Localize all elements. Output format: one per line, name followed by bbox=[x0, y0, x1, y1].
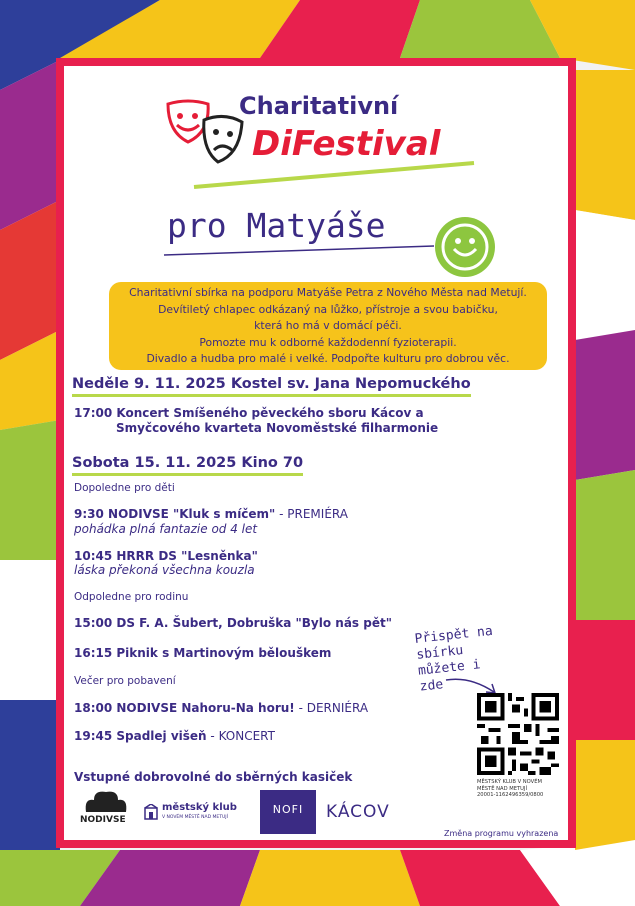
qr-caption bbox=[477, 779, 543, 799]
event-1-title: 9:30 NODIVSE "Kluk s míčem" bbox=[74, 507, 276, 521]
section-family: Odpoledne pro rodinu bbox=[74, 591, 189, 603]
section-evening: Večer pro pobavení bbox=[74, 675, 176, 687]
event-1-sub: pohádka plná fantazie od 4 let bbox=[74, 522, 258, 536]
title-underline bbox=[184, 161, 484, 191]
theatre-masks-icon bbox=[164, 98, 246, 168]
event-4-title: 16:15 Piknik s Martinovým bělouškem bbox=[74, 646, 332, 660]
title-line1: Charitativní bbox=[239, 92, 399, 120]
event-5-tag: - DERNIÉRA bbox=[294, 701, 369, 715]
sunday-event-line2: Smyčcového kvarteta Novoměstské filharmonie bbox=[116, 421, 439, 435]
event-5 bbox=[74, 701, 368, 715]
mestsky-klub-icon bbox=[144, 804, 158, 820]
donate-line1: Přispět na bbox=[414, 623, 494, 647]
saturday-heading: Sobota 15. 11. 2025 Kino 70 bbox=[72, 453, 303, 476]
qr-caption-3: 20001-1162496359/0800 bbox=[477, 792, 544, 798]
title-line3: pro Matyáše bbox=[167, 206, 386, 245]
donate-line3: můžete i bbox=[417, 657, 482, 679]
entry-note: Vstupné dobrovolné do sběrných kasiček bbox=[74, 770, 353, 784]
event-6 bbox=[74, 729, 275, 743]
section-kids: Dopoledne pro děti bbox=[74, 482, 175, 494]
info-line-3: která ho má v domácí péči. bbox=[254, 319, 402, 332]
event-2-title: 10:45 HRRR DS "Lesněnka" bbox=[74, 549, 258, 563]
info-line-2: Devítiletý chlapec odkázaný na lůžko, přístroje a svou babičku, bbox=[158, 302, 498, 316]
mestsky-klub-logo: městský klub bbox=[162, 802, 237, 813]
nodivse-logo-text: NODIVSE bbox=[80, 815, 126, 825]
smiley-icon bbox=[434, 216, 496, 278]
event-6-title: 19:45 Spadlej višeň bbox=[74, 729, 207, 743]
event-5-title: 18:00 NODIVSE Nahoru-Na horu! bbox=[74, 701, 295, 715]
event-2-sub: láska překoná všechna kouzla bbox=[74, 563, 255, 577]
sunday-event-line1: 17:00 Koncert Smíšeného pěveckého sboru Kácov a bbox=[74, 406, 424, 420]
qr-caption-1: MĚSTSKÝ KLUB V NOVÉM bbox=[477, 779, 542, 785]
donate-line4: zde bbox=[419, 677, 444, 695]
program-change-note: Změna programu vyhrazena bbox=[444, 829, 559, 838]
title-line2: DiFestival bbox=[252, 124, 441, 164]
info-line-1: Charitativní sbírka na podporu Matyáše Petra z Nového Města nad Metují. bbox=[129, 286, 527, 299]
qr-code[interactable] bbox=[477, 693, 559, 775]
nofi-logo bbox=[260, 790, 316, 834]
nofi-logo-text: NOFI bbox=[272, 803, 304, 816]
event-3-title: 15:00 DS F. A. Šubert, Dobruška "Bylo nás pět" bbox=[74, 616, 392, 630]
event-6-tag: - KONCERT bbox=[206, 729, 275, 743]
info-line-4: Pomozte mu k odborné každodenní fyzioterapii. bbox=[199, 335, 457, 349]
kacov-logo: KÁCOV bbox=[326, 802, 390, 822]
event-1-tag: - PREMIÉRA bbox=[275, 507, 348, 521]
qr-caption-2: MĚSTĚ NAD METUJÍ bbox=[477, 785, 527, 792]
donate-line2: sbírku bbox=[415, 643, 464, 663]
mestsky-klub-logo-sub: V NOVÉM MĚSTĚ NAD METUJÍ bbox=[162, 815, 228, 820]
event-1 bbox=[74, 507, 348, 521]
poster-card bbox=[56, 58, 576, 848]
info-line-5: Divadlo a hudba pro malé i velké. Podpořte kulturu pro dobrou věc. bbox=[146, 352, 510, 365]
title-line3-underline bbox=[159, 242, 439, 258]
sunday-heading: Neděle 9. 11. 2025 Kostel sv. Jana Nepomuckého bbox=[72, 374, 471, 397]
info-box bbox=[109, 282, 547, 370]
